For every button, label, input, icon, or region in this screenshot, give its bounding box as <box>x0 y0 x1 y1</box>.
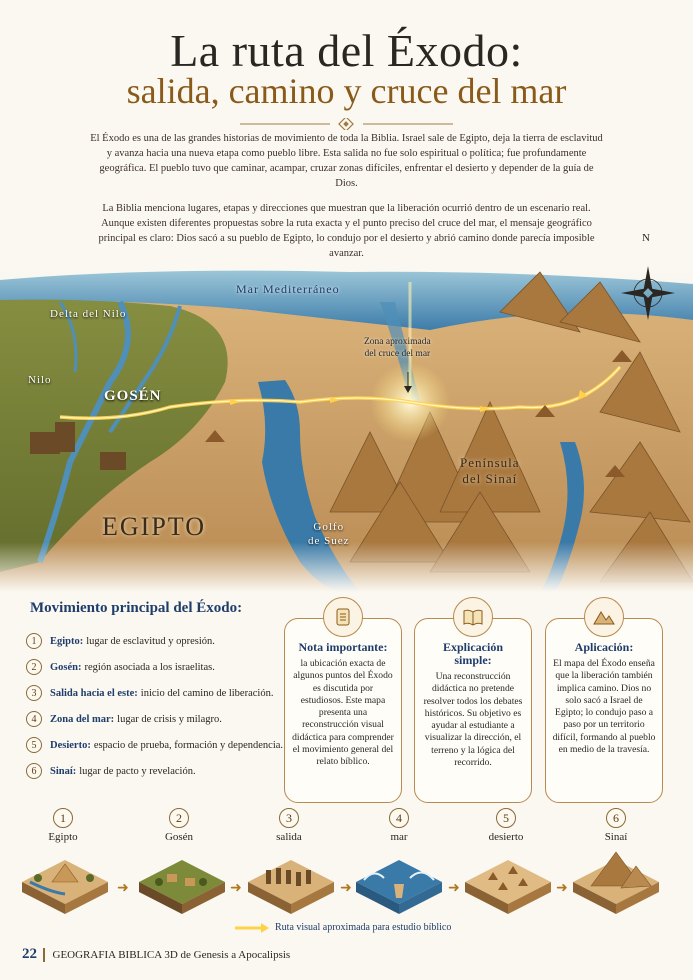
label-golfo <box>308 520 350 548</box>
number-badge: 6 <box>26 763 42 779</box>
arrow-icon: ➜ <box>117 880 129 896</box>
compass-north-label: N <box>642 232 651 244</box>
step-label: desierto <box>488 831 524 843</box>
step-3 <box>244 808 334 843</box>
step-2 <box>134 808 224 843</box>
tile-salida <box>246 852 336 916</box>
step-label: Gosén <box>164 831 194 843</box>
scroll-icon <box>323 597 363 637</box>
item-text: inicio del camino de liberación. <box>140 687 274 699</box>
step-6 <box>571 808 661 843</box>
item-text: espacio de prueba, formación y dependencia. <box>93 739 284 751</box>
label-sinai-line1: Península <box>460 455 520 470</box>
book-icon <box>453 597 493 637</box>
route-legend <box>235 922 451 933</box>
item-name: Salida hacia el este: <box>50 687 138 699</box>
card-title: Nota importante: <box>298 640 388 654</box>
number-badge: 2 <box>26 659 42 675</box>
page-number: 22 <box>22 946 37 962</box>
exodus-map <box>0 232 693 592</box>
arrow-icon: ➜ <box>230 880 242 896</box>
step-4 <box>354 808 444 843</box>
title-ornament <box>230 118 463 130</box>
card-aplicacion <box>545 618 663 803</box>
footer-text: GEOGRAFIA BIBLICA 3D de Genesis a Apocalipsis <box>52 948 291 961</box>
page-title: La ruta del Éxodo: <box>170 25 523 76</box>
arrow-icon: ➜ <box>340 880 352 896</box>
card-text: El mapa del Éxodo enseña que la liberación también implica camino. Dios no solo sacó a Israel de Egipto; lo condujo paso a paso por un territorio difícil, formando al pueblo en medio de la travesía. <box>552 658 656 756</box>
item-text: lugar de pacto y revelación. <box>79 765 196 777</box>
list-item <box>26 732 291 758</box>
item-name: Egipto: <box>50 635 84 647</box>
tile-gosen <box>137 852 227 916</box>
page-subtitle: salida, camino y cruce del mar <box>126 71 567 111</box>
card-text: la ubicación exacta de algunos puntos del Éxodo es discutida por estudiosos. Este mapa presenta una reconstrucción visual didáctica para comprender el movimiento general del relato bíblico. <box>292 658 394 768</box>
step-1 <box>18 808 108 843</box>
label-egipto: EGIPTO <box>102 512 206 541</box>
step-number: 1 <box>53 808 73 828</box>
list-item <box>26 680 291 706</box>
label-cruce <box>364 336 431 360</box>
item-text: región asociada a los israelitas. <box>84 661 215 673</box>
movement-title: Movimiento principal del Éxodo: <box>30 600 243 616</box>
label-gosen: GOSÉN <box>104 388 162 404</box>
item-name: Gosén: <box>50 661 82 673</box>
label-delta: Delta del Nilo <box>50 308 127 320</box>
step-label: Sinaí <box>604 831 628 843</box>
number-badge: 3 <box>26 685 42 701</box>
footer-divider <box>43 948 45 962</box>
label-golfo-line1: Golfo <box>313 521 345 533</box>
label-cruce-line2: del cruce del mar <box>364 349 431 359</box>
step-number: 3 <box>279 808 299 828</box>
card-explicacion <box>414 618 532 803</box>
movement-list <box>26 628 291 784</box>
number-badge: 5 <box>26 737 42 753</box>
number-badge: 1 <box>26 633 42 649</box>
label-mediterraneo: Mar Mediterráneo <box>236 282 340 296</box>
arrow-icon: ➜ <box>556 880 568 896</box>
step-5 <box>461 808 551 843</box>
step-number: 4 <box>389 808 409 828</box>
card-text: Una reconstrucción didáctica no pretende resolver todos los debates históricos. Su objetivo es ayudar al estudiante a visualizar la dirección, el terreno y la lógica del recorrido. <box>423 671 523 769</box>
mountain-icon <box>584 597 624 637</box>
item-text: lugar de crisis y milagro. <box>117 713 222 725</box>
label-sinai <box>460 455 520 487</box>
step-number: 6 <box>606 808 626 828</box>
list-item <box>26 706 291 732</box>
tile-egipto <box>20 852 110 916</box>
route-arrow-icon <box>235 923 269 933</box>
item-name: Zona del mar: <box>50 713 115 725</box>
page-footer <box>22 946 290 963</box>
card-title: Aplicación: <box>574 640 634 654</box>
step-label: salida <box>276 831 302 843</box>
legend-text: Ruta visual aproximada para estudio bíblico <box>275 922 452 933</box>
arrow-icon: ➜ <box>448 880 460 896</box>
list-item <box>26 628 291 654</box>
step-label: mar <box>390 831 408 843</box>
label-nilo: Nilo <box>28 374 52 386</box>
item-name: Desierto: <box>50 739 91 751</box>
step-label: Egipto <box>48 831 78 843</box>
item-text: lugar de esclavitud y opresión. <box>86 635 215 647</box>
label-cruce-line1: Zona aproximada <box>364 337 431 347</box>
card-nota <box>284 618 402 803</box>
label-sinai-line2: del Sinaí <box>462 471 518 486</box>
step-number: 5 <box>496 808 516 828</box>
tile-sinai <box>571 848 661 916</box>
number-badge: 4 <box>26 711 42 727</box>
tile-mar <box>354 852 444 916</box>
intro-paragraph-1: El Éxodo es una de las grandes historias de movimiento de toda la Biblia. Israel sale de Egipto, deja la tierra de esclavitud y avanza hacia una nueva etapa como pueblo libre. Esta salida no fue solo espiritual o política; fue profundamente geográfica. El pueblo tuvo que caminar, acampar, cruzar zonas difíciles, enfrentar el desierto y depender de la guía de Dios. <box>90 133 603 189</box>
step-number: 2 <box>169 808 189 828</box>
intro-paragraph-2: La Biblia menciona lugares, etapas y direcciones que muestran que la liberación ocurrió dentro de un escenario real. Aunque existen diferentes propuestas sobre la ruta exacta y el punto preciso del cruce del mar, el mensaje geográfico principal es claro: Dios sacó a su pueblo de Egipto, lo condujo por el desierto y abrió camino donde parecía imposible avanzar. <box>98 203 595 259</box>
list-item <box>26 758 291 784</box>
label-golfo-line2: de Suez <box>308 535 350 547</box>
tile-desierto <box>463 852 553 916</box>
item-name: Sinaí: <box>50 765 77 777</box>
card-title: Explicación simple: <box>442 640 503 667</box>
list-item <box>26 654 291 680</box>
